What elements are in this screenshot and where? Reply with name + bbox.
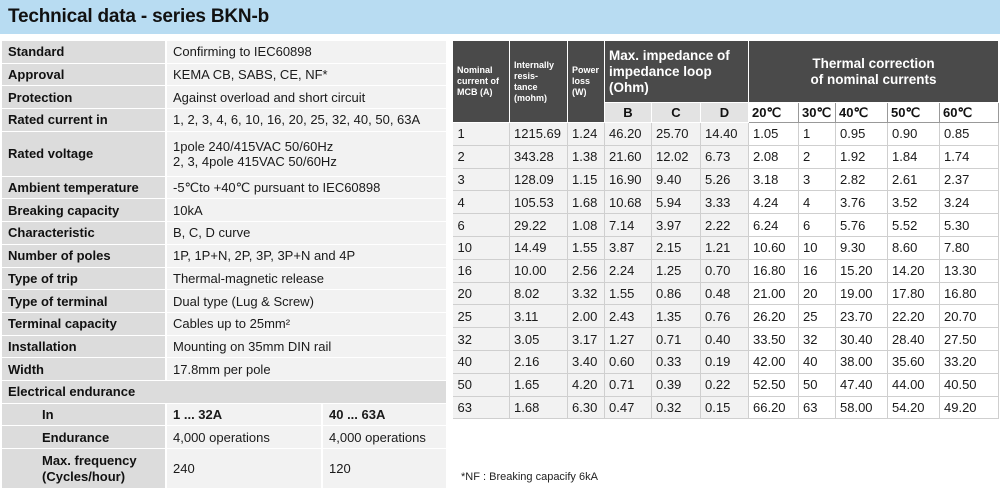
- table-cell: 1.68: [568, 191, 605, 214]
- page-title: Technical data - series BKN-b: [8, 6, 269, 27]
- endurance-value: 40 ... 63A: [322, 403, 446, 426]
- spec-table: [2, 40, 446, 489]
- spec-label: Width: [2, 358, 166, 381]
- table-cell: 17.80: [888, 282, 940, 305]
- table-cell: 3.52: [888, 191, 940, 214]
- table-cell: 0.15: [701, 396, 749, 419]
- table-cell: 2: [453, 145, 510, 168]
- table-cell: 7.80: [940, 236, 999, 259]
- table-cell: 14.20: [888, 259, 940, 282]
- table-cell: 44.00: [888, 373, 940, 396]
- table-cell: 66.20: [749, 396, 799, 419]
- table-cell: 343.28: [510, 145, 568, 168]
- table-cell: 1.35: [652, 305, 701, 328]
- table-row: [453, 396, 999, 419]
- table-cell: 1.68: [510, 396, 568, 419]
- spec-label: Protection: [2, 86, 166, 109]
- spec-value: Against overload and short circuit: [166, 86, 446, 109]
- endurance-value: 120: [322, 449, 446, 489]
- table-cell: 4: [453, 191, 510, 214]
- table-cell: 20: [799, 282, 836, 305]
- table-row: [453, 236, 999, 259]
- endurance-label: [2, 449, 166, 489]
- table-cell: 2.00: [568, 305, 605, 328]
- table-cell: 32: [453, 328, 510, 351]
- table-cell: 105.53: [510, 191, 568, 214]
- table-cell: 30.40: [836, 328, 888, 351]
- table-cell: 32: [799, 328, 836, 351]
- spec-row: [2, 176, 446, 199]
- table-cell: 16.80: [940, 282, 999, 305]
- table-cell: 3: [799, 168, 836, 191]
- table-cell: 63: [453, 396, 510, 419]
- endurance-label: In: [2, 403, 166, 426]
- spec-label: Electrical endurance: [2, 380, 446, 403]
- table-cell: 2.08: [749, 145, 799, 168]
- table-cell: 8.02: [510, 282, 568, 305]
- table-cell: 1.38: [568, 145, 605, 168]
- table-cell: 54.20: [888, 396, 940, 419]
- table-cell: 0.70: [701, 259, 749, 282]
- table-cell: 25: [453, 305, 510, 328]
- spec-label: Approval: [2, 63, 166, 86]
- spec-row: [2, 41, 446, 64]
- table-cell: 12.02: [652, 145, 701, 168]
- table-cell: 10.60: [749, 236, 799, 259]
- spec-label: Rated current in: [2, 109, 166, 132]
- header-curve-b: B: [605, 103, 652, 123]
- table-cell: 58.00: [836, 396, 888, 419]
- freq-label-line: (Cycles/hour): [42, 468, 126, 484]
- table-cell: 0.85: [940, 123, 999, 146]
- title-bar: [0, 0, 1000, 34]
- header-temp-20: 20℃: [749, 103, 799, 123]
- table-cell: 3.17: [568, 328, 605, 351]
- table-cell: 3.87: [605, 236, 652, 259]
- table-cell: 40.50: [940, 373, 999, 396]
- table-cell: 5.26: [701, 168, 749, 191]
- table-cell: 5.76: [836, 214, 888, 237]
- table-cell: 28.40: [888, 328, 940, 351]
- table-cell: 1.55: [605, 282, 652, 305]
- table-cell: 0.95: [836, 123, 888, 146]
- table-cell: 16: [453, 259, 510, 282]
- table-cell: 14.49: [510, 236, 568, 259]
- max-frequency-row: [2, 449, 446, 489]
- footnote: *NF : Breaking capacify 6kA: [461, 471, 598, 483]
- table-cell: 0.60: [605, 350, 652, 373]
- table-cell: 1.55: [568, 236, 605, 259]
- table-cell: 21.60: [605, 145, 652, 168]
- table-cell: 3.24: [940, 191, 999, 214]
- table-cell: 50: [453, 373, 510, 396]
- table-row: [453, 282, 999, 305]
- spec-row: [2, 199, 446, 222]
- table-cell: 3.97: [652, 214, 701, 237]
- spec-row: [2, 267, 446, 290]
- spec-row: [2, 335, 446, 358]
- table-cell: 2.56: [568, 259, 605, 282]
- table-cell: 0.19: [701, 350, 749, 373]
- spec-row: [2, 109, 446, 132]
- table-cell: 1.27: [605, 328, 652, 351]
- header-internal-resistance: Internally resis- tance (mohm): [510, 41, 568, 123]
- freq-label-line: Max. frequency: [42, 452, 137, 468]
- spec-row: [2, 63, 446, 86]
- table-cell: 1: [799, 123, 836, 146]
- table-cell: 40: [453, 350, 510, 373]
- table-cell: 1.08: [568, 214, 605, 237]
- table-cell: 1.25: [652, 259, 701, 282]
- spec-label: Rated voltage: [2, 131, 166, 176]
- table-cell: 9.30: [836, 236, 888, 259]
- spec-label: Terminal capacity: [2, 312, 166, 335]
- table-cell: 0.71: [605, 373, 652, 396]
- table-cell: 1.74: [940, 145, 999, 168]
- table-cell: 2.61: [888, 168, 940, 191]
- table-cell: 0.48: [701, 282, 749, 305]
- table-cell: 5.30: [940, 214, 999, 237]
- table-row: [453, 214, 999, 237]
- spec-row: [2, 86, 446, 109]
- table-cell: 7.14: [605, 214, 652, 237]
- table-cell: 2.82: [836, 168, 888, 191]
- spec-value: KEMA CB, SABS, CE, NF*: [166, 63, 446, 86]
- header-curve-c: C: [652, 103, 701, 123]
- table-cell: 10.00: [510, 259, 568, 282]
- table-cell: 4.20: [568, 373, 605, 396]
- endurance-value: 4,000 operations: [166, 426, 322, 449]
- table-cell: 4: [799, 191, 836, 214]
- table-cell: 49.20: [940, 396, 999, 419]
- spec-value: Mounting on 35mm DIN rail: [166, 335, 446, 358]
- spec-row: [2, 290, 446, 313]
- spec-row: [2, 131, 446, 176]
- table-cell: 0.33: [652, 350, 701, 373]
- header-temp-60: 60℃: [940, 103, 999, 123]
- table-cell: 0.76: [701, 305, 749, 328]
- table-cell: 128.09: [510, 168, 568, 191]
- header-temp-40: 40℃: [836, 103, 888, 123]
- spec-value: 1, 2, 3, 4, 6, 10, 16, 20, 25, 32, 40, 50, 63A: [166, 109, 446, 132]
- spec-row: [2, 358, 446, 381]
- table-row: [453, 123, 999, 146]
- table-cell: 3.18: [749, 168, 799, 191]
- table-cell: 6.73: [701, 145, 749, 168]
- table-cell: 3: [453, 168, 510, 191]
- header-nominal-current: Nominal current of MCB (A): [453, 41, 510, 123]
- data-table: [452, 40, 999, 419]
- table-cell: 22.20: [888, 305, 940, 328]
- table-cell: 0.40: [701, 328, 749, 351]
- table-row: [453, 328, 999, 351]
- table-row: [453, 305, 999, 328]
- table-cell: 20.70: [940, 305, 999, 328]
- table-cell: 1.92: [836, 145, 888, 168]
- table-cell: 5.52: [888, 214, 940, 237]
- spec-row: [2, 312, 446, 335]
- header-temp-30: 30℃: [799, 103, 836, 123]
- table-cell: 6: [453, 214, 510, 237]
- table-cell: 1.21: [701, 236, 749, 259]
- endurance-value: 4,000 operations: [322, 426, 446, 449]
- endurance-value: 240: [166, 449, 322, 489]
- table-cell: 2.22: [701, 214, 749, 237]
- spec-label: Type of terminal: [2, 290, 166, 313]
- spec-label: Installation: [2, 335, 166, 358]
- table-cell: 21.00: [749, 282, 799, 305]
- table-cell: 3.76: [836, 191, 888, 214]
- table-cell: 33.20: [940, 350, 999, 373]
- table-cell: 1: [453, 123, 510, 146]
- spec-row: [2, 222, 446, 245]
- table-cell: 26.20: [749, 305, 799, 328]
- table-cell: 50: [799, 373, 836, 396]
- table-row: [453, 350, 999, 373]
- table-cell: 13.30: [940, 259, 999, 282]
- spec-value: 10kA: [166, 199, 446, 222]
- table-cell: 0.71: [652, 328, 701, 351]
- table-cell: 3.32: [568, 282, 605, 305]
- header-thermal-correction: Thermal correction of nominal currents: [749, 41, 999, 103]
- spec-label: Standard: [2, 41, 166, 64]
- table-cell: 3.40: [568, 350, 605, 373]
- spec-value: B, C, D curve: [166, 222, 446, 245]
- table-cell: 0.22: [701, 373, 749, 396]
- table-cell: 29.22: [510, 214, 568, 237]
- spec-value: [166, 131, 446, 176]
- table-row: [453, 168, 999, 191]
- table-cell: 3.05: [510, 328, 568, 351]
- spec-row: [2, 244, 446, 267]
- table-cell: 9.40: [652, 168, 701, 191]
- spec-value: Cables up to 25mm²: [166, 312, 446, 335]
- table-cell: 47.40: [836, 373, 888, 396]
- table-cell: 2: [799, 145, 836, 168]
- spec-label: Type of trip: [2, 267, 166, 290]
- table-cell: 38.00: [836, 350, 888, 373]
- spec-label: Breaking capacity: [2, 199, 166, 222]
- table-row: [453, 373, 999, 396]
- table-cell: 0.32: [652, 396, 701, 419]
- header-temp-50: 50℃: [888, 103, 940, 123]
- table-cell: 16.90: [605, 168, 652, 191]
- header-curve-d: D: [701, 103, 749, 123]
- table-cell: 35.60: [888, 350, 940, 373]
- table-cell: 10: [799, 236, 836, 259]
- table-cell: 3.11: [510, 305, 568, 328]
- spec-value: 1P, 1P+N, 2P, 3P, 3P+N and 4P: [166, 244, 446, 267]
- table-cell: 6.30: [568, 396, 605, 419]
- table-cell: 25.70: [652, 123, 701, 146]
- spec-value-line: 1pole 240/415VAC 50/60Hz: [173, 138, 334, 154]
- table-cell: 20: [453, 282, 510, 305]
- table-cell: 4.24: [749, 191, 799, 214]
- header-power-loss: Power loss (W): [568, 41, 605, 123]
- table-cell: 2.15: [652, 236, 701, 259]
- table-cell: 52.50: [749, 373, 799, 396]
- table-cell: 42.00: [749, 350, 799, 373]
- spec-value: Dual type (Lug & Screw): [166, 290, 446, 313]
- spec-value: Thermal-magnetic release: [166, 267, 446, 290]
- table-cell: 1215.69: [510, 123, 568, 146]
- table-cell: 1.05: [749, 123, 799, 146]
- endurance-in-row: [2, 403, 446, 426]
- spec-value-line: 2, 3, 4pole 415VAC 50/60Hz: [173, 153, 337, 169]
- table-cell: 1.15: [568, 168, 605, 191]
- spec-label: Number of poles: [2, 244, 166, 267]
- header-max-impedance: Max. impedance of impedance loop (Ohm): [605, 41, 749, 103]
- endurance-row: [2, 426, 446, 449]
- table-cell: 6.24: [749, 214, 799, 237]
- table-cell: 27.50: [940, 328, 999, 351]
- table-cell: 14.40: [701, 123, 749, 146]
- table-cell: 0.90: [888, 123, 940, 146]
- spec-value: 17.8mm per pole: [166, 358, 446, 381]
- table-cell: 23.70: [836, 305, 888, 328]
- table-cell: 6: [799, 214, 836, 237]
- table-cell: 40: [799, 350, 836, 373]
- table-cell: 25: [799, 305, 836, 328]
- table-cell: 10: [453, 236, 510, 259]
- table-cell: 16: [799, 259, 836, 282]
- table-cell: 0.39: [652, 373, 701, 396]
- spec-row: [2, 380, 446, 403]
- table-cell: 3.33: [701, 191, 749, 214]
- spec-value: Confirming to IEC60898: [166, 41, 446, 64]
- table-row: [453, 145, 999, 168]
- table-cell: 2.16: [510, 350, 568, 373]
- table-cell: 8.60: [888, 236, 940, 259]
- table-cell: 19.00: [836, 282, 888, 305]
- endurance-label: Endurance: [2, 426, 166, 449]
- table-cell: 1.24: [568, 123, 605, 146]
- spec-label: Characteristic: [2, 222, 166, 245]
- table-cell: 15.20: [836, 259, 888, 282]
- table-row: [453, 191, 999, 214]
- table-cell: 33.50: [749, 328, 799, 351]
- table-cell: 63: [799, 396, 836, 419]
- table-cell: 10.68: [605, 191, 652, 214]
- table-row: [453, 259, 999, 282]
- table-cell: 5.94: [652, 191, 701, 214]
- spec-label: Ambient temperature: [2, 176, 166, 199]
- table-cell: 2.37: [940, 168, 999, 191]
- table-cell: 2.43: [605, 305, 652, 328]
- spec-value: -5℃to +40℃ pursuant to IEC60898: [166, 176, 446, 199]
- table-cell: 1.84: [888, 145, 940, 168]
- table-cell: 2.24: [605, 259, 652, 282]
- table-cell: 0.86: [652, 282, 701, 305]
- table-cell: 16.80: [749, 259, 799, 282]
- table-cell: 0.47: [605, 396, 652, 419]
- table-cell: 46.20: [605, 123, 652, 146]
- table-cell: 1.65: [510, 373, 568, 396]
- endurance-value: 1 ... 32A: [166, 403, 322, 426]
